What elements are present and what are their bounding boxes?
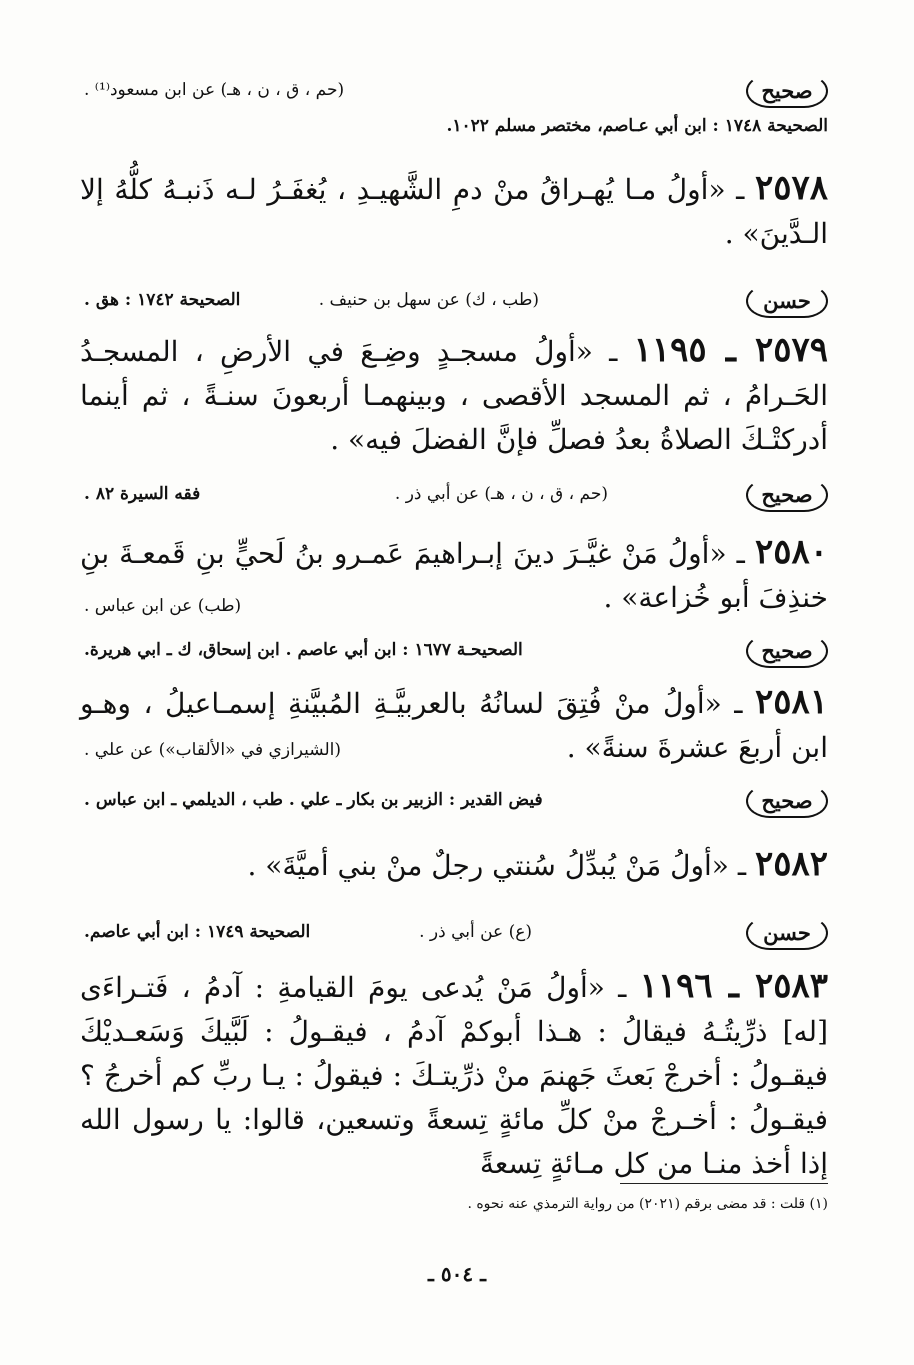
hadith-2581: ٢٥٨١ ـ «أولُ منْ فُتِقَ لسانُهُ بالعربيَّـةِ المُبيَّنةِ إسمـاعيلُ ، وهـو ابن أربعَ عشرةَ سنةً» . (80, 682, 828, 764)
hadith-references: الصحيحة ١٧٤٢ : هق . (84, 290, 241, 310)
hadith-2579: ٢٥٧٩ ـ ١١٩٥ ـ «أولُ مسجـدٍ وضِـعَ في الأرضِ ، المسجـدُ الحَـرامُ ، ثم المسجد الأقصى ، وبينهمـا أربعونَ سنـةً ، ثم أينما أدركتْـكَ الصلاةُ بعدُ فصلِّ فإنَّ الفضلَ فيه» . (80, 330, 828, 456)
hadith-source: (الشيرازي في «الألقاب») عن علي . (84, 740, 342, 760)
hadith-number: ٢٥٨٢ (754, 844, 828, 884)
hadith-text: «أولُ مَنْ يُبدِّلُ سُنتي رجلٌ منْ بني أميَّةَ» . (247, 849, 729, 882)
hadith-references: الصحيحـة ١٦٧٧ : ابن أبي عاصم . ابن إسحاق، ك ـ ابي هريرة. (84, 640, 523, 660)
hadith-text: «أولُ مَنْ يُدعى يومَ القيامةِ : آدمُ ، فَتـراءَى [له] ذرِّيتُـهُ فيقالُ : هـذا أبوكمْ آدمُ ، فيقـولُ : لَبَّيكَ وَسَعـديْكَ فيقـولُ : أخرجْ بَعثَ جَهنمَ منْ ذرِّيتـكَ : فيقولُ : يـا ربِّ كم أخرجُ ؟ فيقـولُ : أخـرجْ منْ كلِّ مائةٍ تِسعةً وتسعين، قالوا: يا رسول الله إذا أخذ منـا من كل مـائةٍ تِسعةً (80, 971, 828, 1180)
hadith-2583: ٢٥٨٣ ـ ١١٩٦ ـ «أولُ مَنْ يُدعى يومَ القيامةِ : آدمُ ، فَتـراءَى [له] ذرِّيتُـهُ فيقالُ : هـذا أبوكمْ آدمُ ، فيقـولُ : لَبَّيكَ وَسَعـديْكَ فيقـولُ : أخرجْ بَعثَ جَهنمَ منْ ذرِّيتـكَ : فيقولُ : يـا ربِّ كم أخرجُ ؟ فيقـولُ : أخـرجْ منْ كلِّ مائةٍ تِسعةً وتسعين، قالوا: يا رسول الله إذا أخذ منـا من كل مـائةٍ تِسعةً (80, 966, 828, 1180)
hadith-number: ٢٥٨٠ (754, 532, 828, 572)
hadith-source: (ع) عن أبي ذر . (419, 922, 532, 942)
hadith-source: (حم ، ق ، ن ، هـ) عن ابن مسعود⁽¹⁾ . (84, 80, 345, 100)
hadith-2580: ٢٥٨٠ ـ «أولُ مَنْ غيَّـرَ دينَ إبـراهيمَ عَمـرو بنُ لَحيٍّ بنِ قَمعـةَ بنِ خنذِفَ أبو خُزاعة» . (80, 532, 828, 614)
hadith-number: ٢٥٧٨ (754, 168, 829, 208)
hadith-source: (حم ، ق ، ن ، هـ) عن أبي ذر . (394, 484, 608, 504)
hadith-references: الصحيحة ١٧٤٩ : ابن أبي عاصم. (84, 922, 311, 942)
grade-badge: صحيح (746, 478, 828, 512)
hadith-2578: ٢٥٧٨ ـ «أولُ مـا يُهـراقُ منْ دمِ الشَّهيـدِ ، يُغفَـرُ لـه ذَنبـهُ كلُّهُ إلا الـدَّينَ» . (80, 168, 829, 250)
grade-badge: صحيح (746, 634, 828, 668)
hadith-text: «أولُ منْ فُتِقَ لسانُهُ بالعربيَّـةِ المُبيَّنةِ إسمـاعيلُ ، وهـو ابن أربعَ عشرةَ سنةً» . (80, 687, 828, 764)
grade-badge: صحيح (746, 784, 828, 818)
grade-badge: حسن (746, 284, 828, 318)
footnote-divider (620, 1183, 828, 1184)
footnote: (١) قلت : قد مضى برقم (٢٠٢١) من رواية الترمذي عنه نحوه . (467, 1196, 828, 1212)
hadith-references: فيض القدير : الزبير بن بكار ـ علي . طب ، الديلمي ـ ابن عباس . (84, 790, 543, 810)
hadith-text: «أولُ مـا يُهـراقُ منْ دمِ الشَّهيـدِ ، يُغفَـرُ لـه ذَنبـهُ كلُّهُ إلا الـدَّينَ» . (80, 173, 828, 250)
hadith-text: «أولُ مسجـدٍ وضِـعَ في الأرضِ ، المسجـدُ الحَـرامُ ، ثم المسجد الأقصى ، وبينهمـا أربعونَ سنـةً ، ثم أينما أدركتْـكَ الصلاةُ بعدُ فصلِّ فإنَّ الفضلَ فيه» . (80, 335, 828, 456)
hadith-references: الصحيحة ١٧٤٨ : ابن أبي عـاصم، مختصر مسلم ١٠٢٢. (446, 116, 828, 136)
grade-badge: حسن (746, 916, 828, 950)
grade-badge: صحيح (746, 74, 828, 108)
hadith-number: ٢٥٧٩ ـ ١١٩٥ (633, 330, 828, 370)
hadith-references: فقه السيرة ٨٢ . (84, 484, 201, 504)
hadith-number: ٢٥٨٣ ـ ١١٩٦ (639, 966, 828, 1006)
hadith-source: (طب) عن ابن عباس . (84, 596, 242, 616)
page-number: ـ ٥٠٤ ـ (428, 1262, 486, 1286)
hadith-text: «أولُ مَنْ غيَّـرَ دينَ إبـراهيمَ عَمـرو بنُ لَحيٍّ بنِ قَمعـةَ بنِ خنذِفَ أبو خُزاعة» . (80, 537, 828, 614)
hadith-2582: ٢٥٨٢ ـ «أولُ مَنْ يُبدِّلُ سُنتي رجلٌ منْ بني أميَّةَ» . (247, 844, 828, 884)
hadith-number: ٢٥٨١ (754, 682, 828, 722)
hadith-source: (طب ، ك) عن سهل بن حنيف . (318, 290, 539, 310)
